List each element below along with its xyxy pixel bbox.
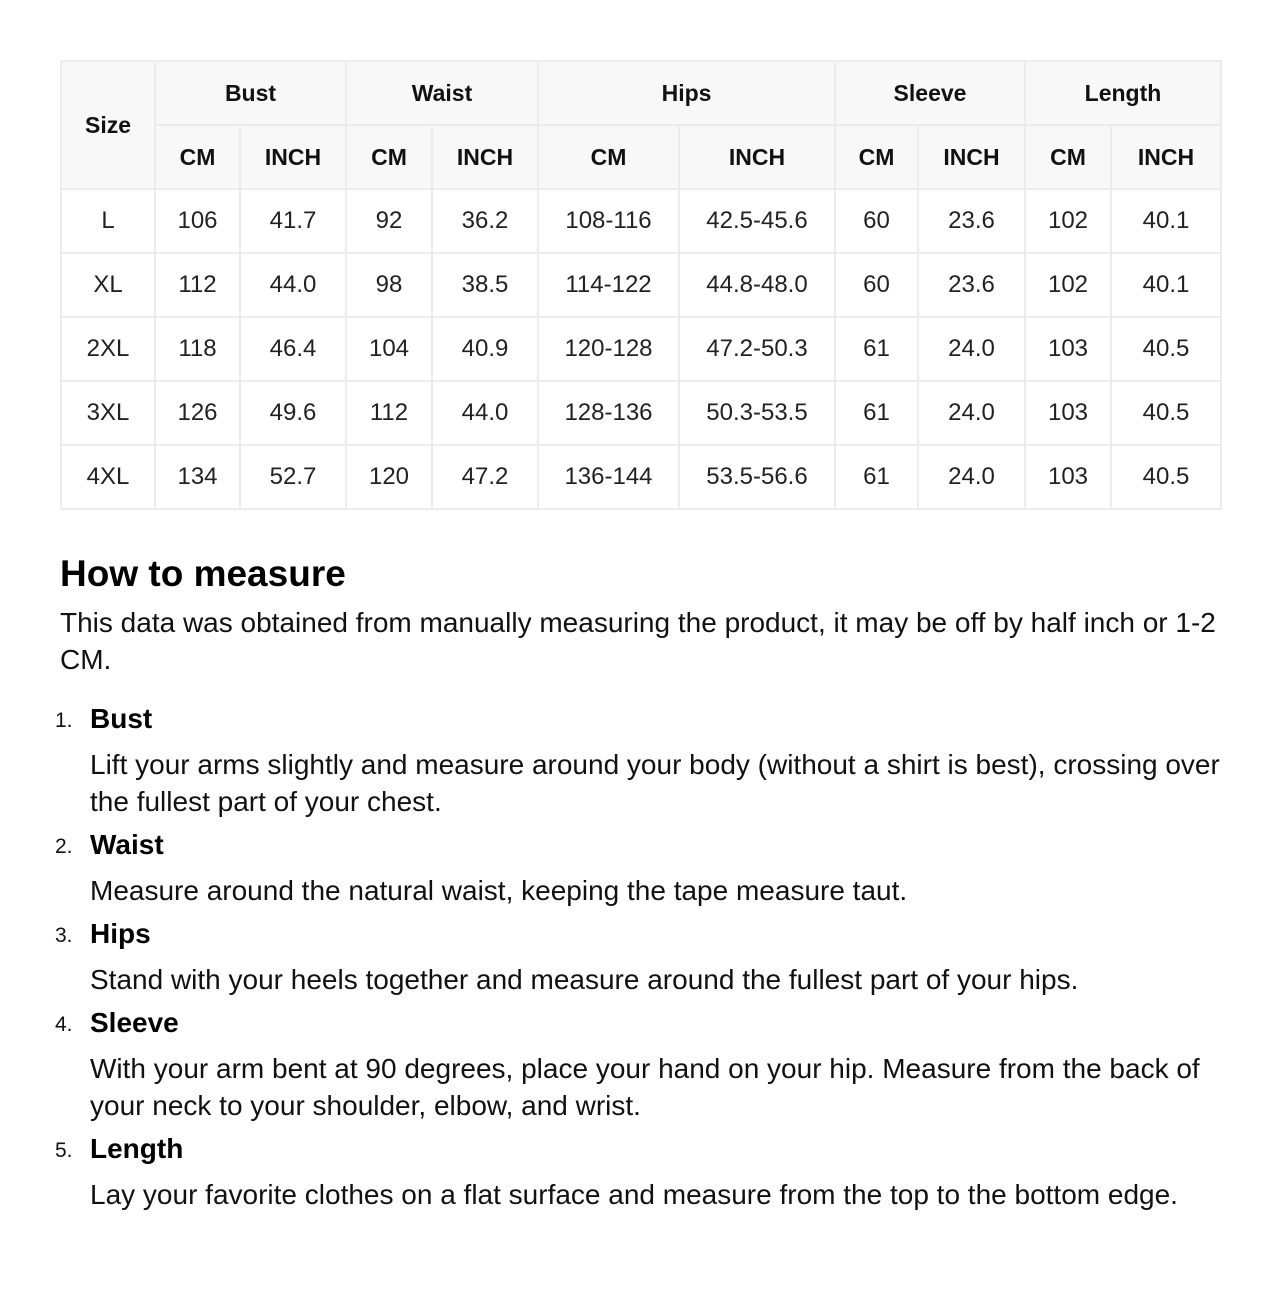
table-cell: 61 bbox=[835, 445, 918, 509]
table-cell: 47.2 bbox=[432, 445, 538, 509]
table-cell: 60 bbox=[835, 253, 918, 317]
size-cell: 4XL bbox=[61, 445, 155, 509]
table-cell: 108-116 bbox=[538, 189, 679, 253]
table-cell: 92 bbox=[346, 189, 432, 253]
unit-header: INCH bbox=[679, 125, 835, 189]
table-cell: 120 bbox=[346, 445, 432, 509]
table-cell: 41.7 bbox=[240, 189, 346, 253]
step-title: Length bbox=[90, 1133, 184, 1164]
table-cell: 118 bbox=[155, 317, 240, 381]
unit-header: INCH bbox=[1111, 125, 1221, 189]
table-body bbox=[61, 189, 1221, 509]
unit-header: CM bbox=[346, 125, 432, 189]
table-cell: 50.3-53.5 bbox=[679, 381, 835, 445]
step-number: 5. bbox=[55, 1139, 73, 1162]
table-cell: 52.7 bbox=[240, 445, 346, 509]
size-cell: XL bbox=[61, 253, 155, 317]
how-to-measure-title: How to measure bbox=[60, 553, 346, 594]
list-item bbox=[55, 915, 1220, 998]
table-row bbox=[61, 381, 1221, 445]
table-cell: 24.0 bbox=[918, 317, 1025, 381]
table-cell: 23.6 bbox=[918, 253, 1025, 317]
step-number: 3. bbox=[55, 924, 73, 947]
table-cell: 120-128 bbox=[538, 317, 679, 381]
list-item bbox=[55, 700, 1220, 820]
measure-intro-text: This data was obtained from manually measuring the product, it may be off by half inch or 1-2 CM. bbox=[60, 607, 1216, 675]
header-unit-row bbox=[61, 125, 1221, 189]
table-cell: 40.9 bbox=[432, 317, 538, 381]
table-cell: 24.0 bbox=[918, 381, 1025, 445]
table-cell: 36.2 bbox=[432, 189, 538, 253]
table-cell: 49.6 bbox=[240, 381, 346, 445]
step-title: Bust bbox=[90, 703, 153, 734]
step-description: Lift your arms slightly and measure around your body (without a shirt is best), crossing over the fullest part of your chest. bbox=[90, 749, 1220, 817]
table-cell: 112 bbox=[346, 381, 432, 445]
table-cell: 44.0 bbox=[240, 253, 346, 317]
table-cell: 60 bbox=[835, 189, 918, 253]
unit-header: CM bbox=[155, 125, 240, 189]
table-cell: 40.5 bbox=[1111, 445, 1221, 509]
table-cell: 44.8-48.0 bbox=[679, 253, 835, 317]
table-cell: 103 bbox=[1025, 317, 1111, 381]
list-item bbox=[55, 826, 1220, 909]
table-row bbox=[61, 253, 1221, 317]
table-cell: 40.1 bbox=[1111, 253, 1221, 317]
table-header bbox=[61, 61, 1221, 189]
table-cell: 61 bbox=[835, 381, 918, 445]
table-cell: 103 bbox=[1025, 445, 1111, 509]
table-row bbox=[61, 445, 1221, 509]
size-cell: L bbox=[61, 189, 155, 253]
table-cell: 40.5 bbox=[1111, 317, 1221, 381]
waist-group-header: Waist bbox=[346, 61, 538, 125]
step-description: With your arm bent at 90 degrees, place your hand on your hip. Measure from the back of your neck to your shoulder, elbow, and wrist. bbox=[90, 1053, 1200, 1121]
table-cell: 38.5 bbox=[432, 253, 538, 317]
header-group-row bbox=[61, 61, 1221, 125]
table-cell: 126 bbox=[155, 381, 240, 445]
step-title: Waist bbox=[90, 829, 164, 860]
size-chart-table bbox=[60, 60, 1222, 510]
length-group-header: Length bbox=[1025, 61, 1221, 125]
table-cell: 40.1 bbox=[1111, 189, 1221, 253]
table-cell: 136-144 bbox=[538, 445, 679, 509]
step-number: 1. bbox=[55, 709, 73, 732]
measure-steps-list bbox=[55, 700, 1220, 1213]
unit-header: INCH bbox=[918, 125, 1025, 189]
table-cell: 42.5-45.6 bbox=[679, 189, 835, 253]
step-title: Sleeve bbox=[90, 1007, 179, 1038]
table-cell: 24.0 bbox=[918, 445, 1025, 509]
unit-header: CM bbox=[835, 125, 918, 189]
step-description: Stand with your heels together and measure around the fullest part of your hips. bbox=[90, 964, 1079, 995]
table-cell: 103 bbox=[1025, 381, 1111, 445]
table-cell: 47.2-50.3 bbox=[679, 317, 835, 381]
table-cell: 46.4 bbox=[240, 317, 346, 381]
table-cell: 128-136 bbox=[538, 381, 679, 445]
table-cell: 44.0 bbox=[432, 381, 538, 445]
table-cell: 106 bbox=[155, 189, 240, 253]
unit-header: INCH bbox=[240, 125, 346, 189]
bust-group-header: Bust bbox=[155, 61, 346, 125]
table-cell: 61 bbox=[835, 317, 918, 381]
step-title: Hips bbox=[90, 918, 151, 949]
step-description: Measure around the natural waist, keeping the tape measure taut. bbox=[90, 875, 908, 906]
table-cell: 102 bbox=[1025, 253, 1111, 317]
table-cell: 102 bbox=[1025, 189, 1111, 253]
table-cell: 104 bbox=[346, 317, 432, 381]
table-row bbox=[61, 317, 1221, 381]
table-cell: 23.6 bbox=[918, 189, 1025, 253]
size-guide bbox=[55, 60, 1220, 1219]
size-cell: 3XL bbox=[61, 381, 155, 445]
size-column-header: Size bbox=[61, 61, 155, 189]
step-description: Lay your favorite clothes on a flat surface and measure from the top to the bottom edge. bbox=[90, 1179, 1178, 1210]
unit-header: INCH bbox=[432, 125, 538, 189]
sleeve-group-header: Sleeve bbox=[835, 61, 1025, 125]
step-number: 4. bbox=[55, 1013, 73, 1036]
list-item bbox=[55, 1004, 1220, 1124]
table-cell: 114-122 bbox=[538, 253, 679, 317]
table-cell: 112 bbox=[155, 253, 240, 317]
list-item bbox=[55, 1130, 1220, 1213]
table-cell: 134 bbox=[155, 445, 240, 509]
hips-group-header: Hips bbox=[538, 61, 835, 125]
table-row bbox=[61, 189, 1221, 253]
table-cell: 98 bbox=[346, 253, 432, 317]
table-cell: 53.5-56.6 bbox=[679, 445, 835, 509]
table-cell: 40.5 bbox=[1111, 381, 1221, 445]
step-number: 2. bbox=[55, 835, 73, 858]
unit-header: CM bbox=[538, 125, 679, 189]
unit-header: CM bbox=[1025, 125, 1111, 189]
size-cell: 2XL bbox=[61, 317, 155, 381]
